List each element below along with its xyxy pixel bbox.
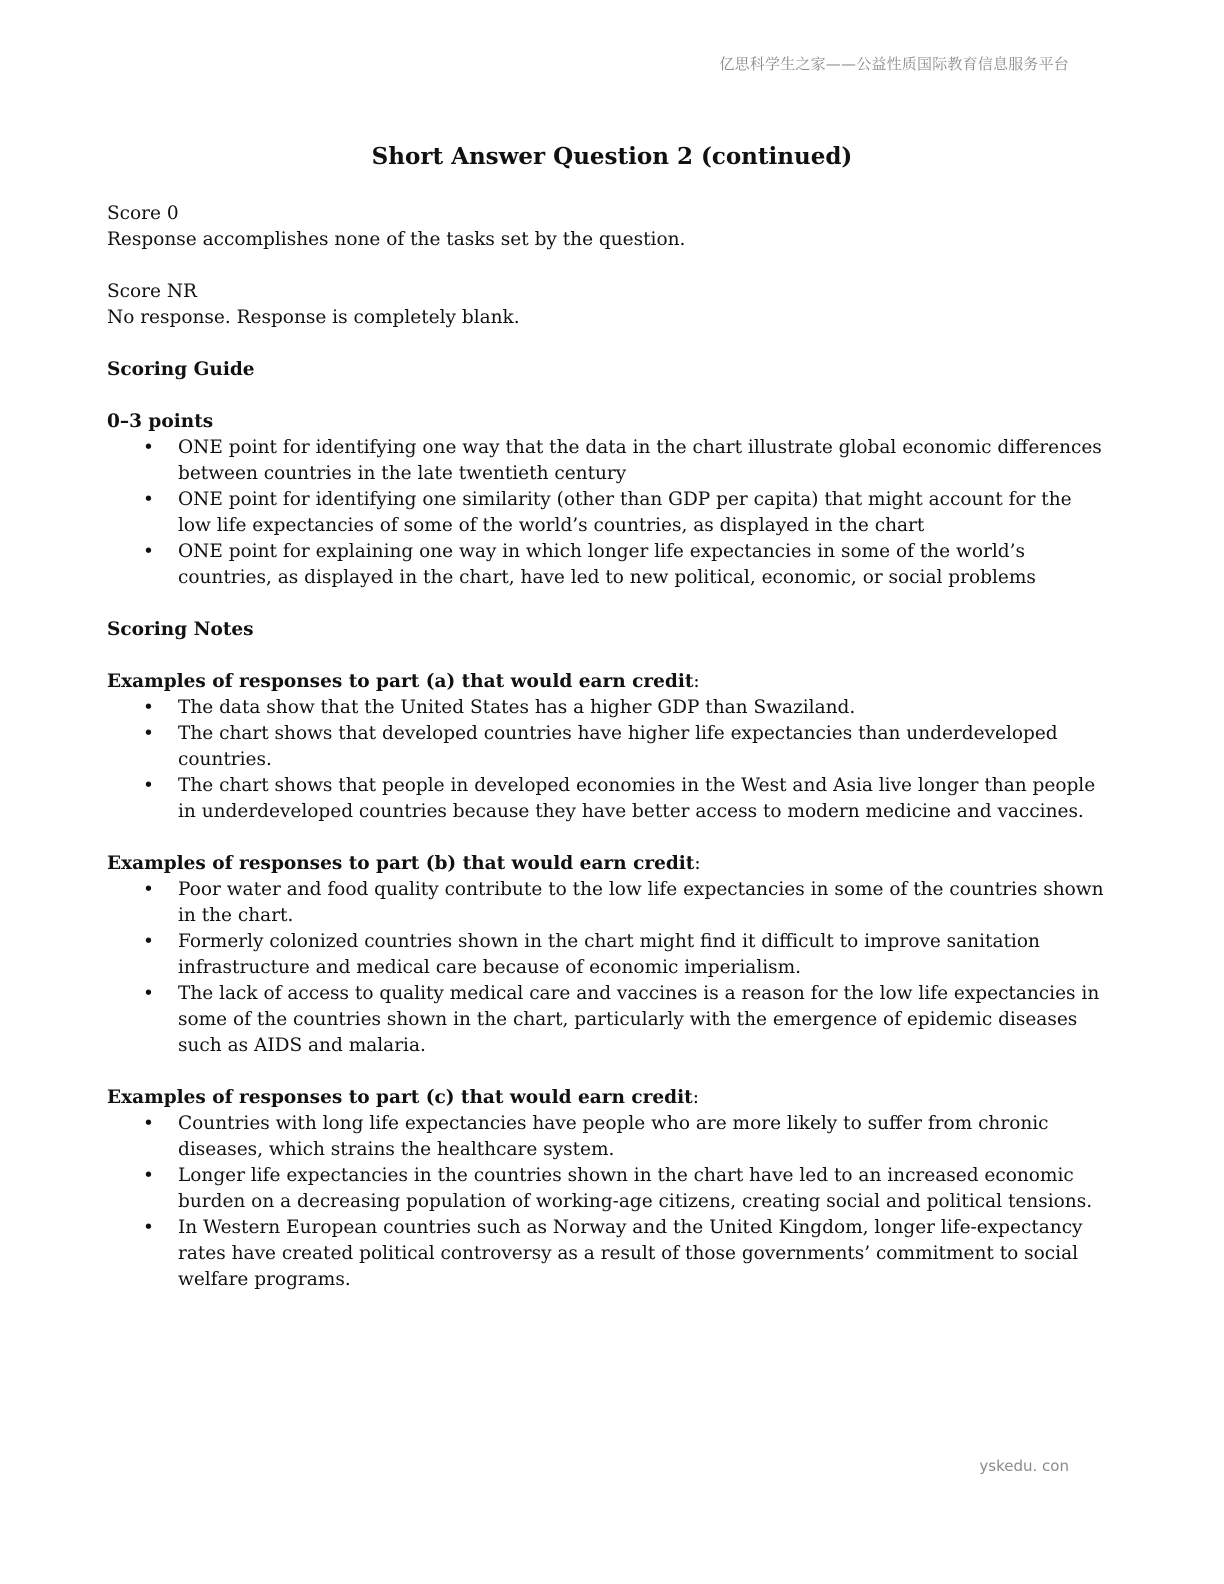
list-item — [107, 695, 1107, 721]
score-nr-label: Score NR — [107, 281, 197, 302]
list-item — [107, 487, 1107, 539]
list-item-text: Poor water and food quality contribute to the low life expectancies in some of the countries shown in the chart. — [178, 879, 1104, 926]
list-item — [107, 1163, 1107, 1215]
part-b-heading-line — [107, 851, 1107, 877]
score-0-text: Response accomplishes none of the tasks set by the question. — [107, 229, 686, 250]
bullet-icon: • — [143, 879, 154, 900]
list-item — [107, 981, 1107, 1059]
list-item-text: The chart shows that developed countries have higher life expectancies than underdeveloped countries. — [178, 723, 1058, 770]
list-item-text: The data show that the United States has a higher GDP than Swaziland. — [178, 697, 856, 718]
part-a-heading-line — [107, 669, 1107, 695]
list-item-text: The chart shows that people in developed economies in the West and Asia live longer than people in underdeveloped countries because they have better access to modern medicine and vaccines. — [178, 775, 1096, 822]
list-item — [107, 721, 1107, 773]
bullet-icon: • — [143, 723, 154, 744]
list-item-text: Countries with long life expectancies have people who are more likely to suffer from chronic diseases, which strains the healthcare system. — [178, 1113, 1049, 1160]
list-item-text: Formerly colonized countries shown in the chart might find it difficult to improve sanitation infrastructure and medical care because of economic imperialism. — [178, 931, 1040, 978]
list-item-text: ONE point for identifying one similarity (other than GDP per capita) that might account for the low life expectancies of some of the world’s countries, as displayed in the chart — [178, 489, 1072, 536]
bullet-icon: • — [143, 775, 154, 796]
bullet-icon: • — [143, 1113, 154, 1134]
part-a-colon: : — [693, 671, 700, 692]
part-c-heading-line — [107, 1085, 1107, 1111]
part-b-list — [107, 877, 1107, 1059]
list-item — [107, 773, 1107, 825]
list-item — [107, 1111, 1107, 1163]
list-item — [107, 929, 1107, 981]
footer-watermark: yskedu. con — [979, 1457, 1069, 1475]
score-nr-text: No response. Response is completely blank. — [107, 307, 520, 328]
part-a-heading: Examples of responses to part (a) that would earn credit — [107, 671, 694, 692]
scoring-guide-list — [107, 435, 1107, 591]
list-item — [107, 435, 1107, 487]
scoring-guide-heading: Scoring Guide — [107, 359, 255, 380]
document-body — [107, 201, 1107, 1293]
part-c-heading: Examples of responses to part (c) that would earn credit — [107, 1087, 693, 1108]
points-heading: 0–3 points — [107, 411, 214, 432]
part-b-colon: : — [694, 853, 701, 874]
bullet-icon: • — [143, 437, 154, 458]
list-item-text: ONE point for explaining one way in which longer life expectancies in some of the world’s countries, as displayed in the chart, have led to new political, economic, or social problems — [178, 541, 1036, 588]
header-watermark: 亿思科学生之家——公益性质国际教育信息服务平台 — [719, 55, 1069, 73]
list-item-text: The lack of access to quality medical care and vaccines is a reason for the low life expectancies in some of the countries shown in the chart, particularly with the emergence of epidemic diseases such as AIDS and malaria. — [178, 983, 1100, 1056]
page-title: Short Answer Question 2 (continued) — [371, 143, 853, 170]
list-item — [107, 539, 1107, 591]
score-0-label: Score 0 — [107, 203, 179, 224]
list-item-text: Longer life expectancies in the countries shown in the chart have led to an increased economic burden on a decreasing population of working-age citizens, creating social and political tensions. — [178, 1165, 1093, 1212]
part-a-list — [107, 695, 1107, 825]
list-item-text: ONE point for identifying one way that the data in the chart illustrate global economic differences between countries in the late twentieth century — [178, 437, 1102, 484]
bullet-icon: • — [143, 489, 154, 510]
list-item — [107, 877, 1107, 929]
part-b-heading: Examples of responses to part (b) that would earn credit — [107, 853, 695, 874]
bullet-icon: • — [143, 1165, 154, 1186]
part-c-list — [107, 1111, 1107, 1293]
bullet-icon: • — [143, 931, 154, 952]
bullet-icon: • — [143, 983, 154, 1004]
bullet-icon: • — [143, 541, 154, 562]
scoring-notes-heading: Scoring Notes — [107, 619, 254, 640]
bullet-icon: • — [143, 697, 154, 718]
list-item-text: In Western European countries such as Norway and the United Kingdom, longer life-expectancy rates have created political controversy as a result of those governments’ commitment to social welfare programs. — [178, 1217, 1083, 1290]
bullet-icon: • — [143, 1217, 154, 1238]
list-item — [107, 1215, 1107, 1293]
part-c-colon: : — [692, 1087, 699, 1108]
